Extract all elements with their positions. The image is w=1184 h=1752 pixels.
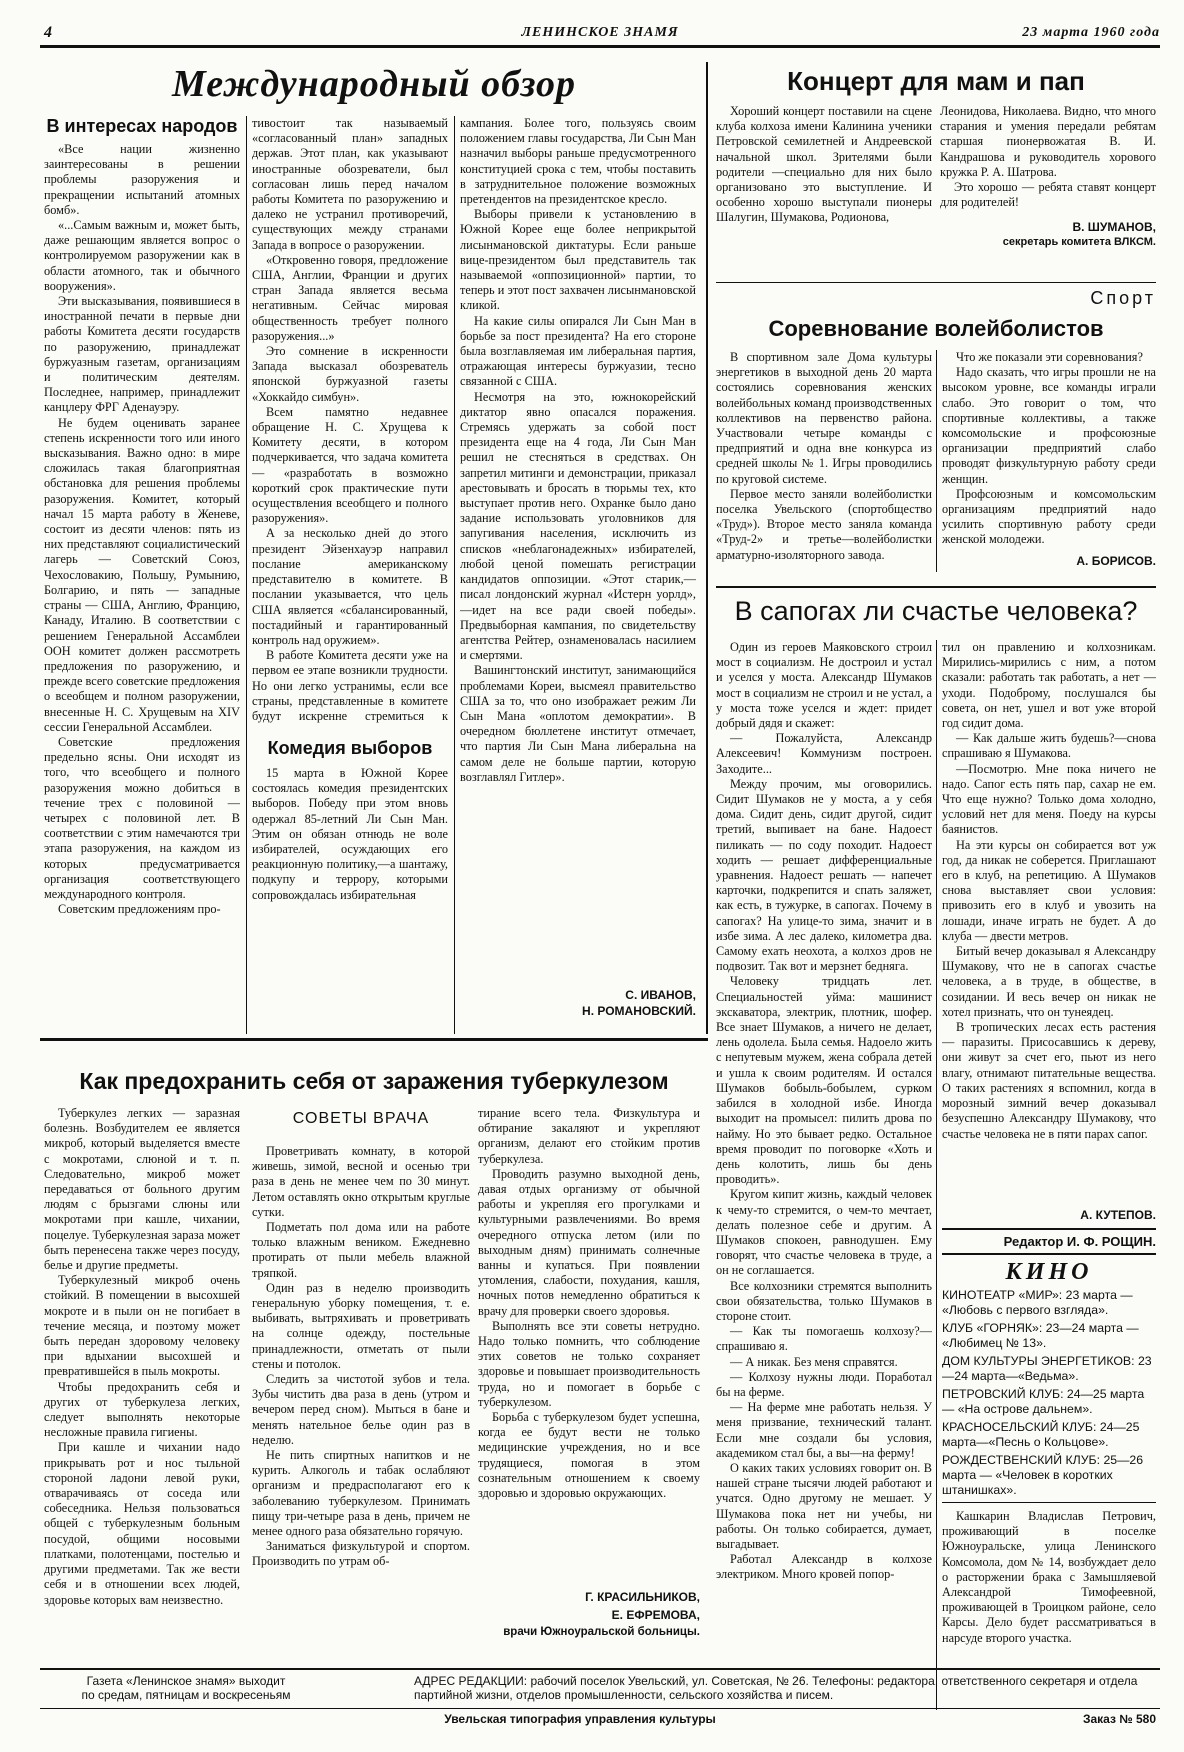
paragraph: Что же показали эти соревнования? <box>956 350 1143 364</box>
concert-col-2 <box>940 104 1156 248</box>
intl-review-title: Международный обзор <box>172 63 576 105</box>
paragraph: «Откровенно говоря, предложение США, Англии, Франции и других стран Запада является весьма негативным. Сейчас мировая общественность требует полного разоружения...» <box>252 252 448 343</box>
paragraph: Проводить разумно выходной день, давая отдых организму от обычной работы и укрепляя его прогулками и культурными развлечениями. Во время очередного отпуска летом (или по выходным дням) принимать солнечные ванны и купаться. При появлении утомления, слабости, похудания, кашля, ночных потов немедленно обратиться к врачу для проверки своего здоровья. <box>478 1166 700 1318</box>
section-rule <box>942 1228 1156 1230</box>
paragraph: Все колхозники стремятся выполнить свои обязательства, только Шумаков в стороне стоит. <box>716 1278 932 1323</box>
concert-title: Концерт для мам и пап <box>787 66 1085 96</box>
paragraph: Человеку тридцать лет. Специальностей уйма: машинист экскаватора, электрик, плотник, шофер. Все знает Шумаков, а ничего не делает, лень одолела. Была семья. Надоело жить с непутевым мужем, жена собрала детей и ушла к своим родителям. И остался Шумаков бобыль-бобылем, сурком забился в холодной избе. Иногда выходит на промысел: пилить дрова по найму. Но это бывает редко. Остальное время проводит по поговорке «Хоть и день колотить, лишь бы день проводить». <box>716 974 932 1187</box>
paragraph: Проветривать комнату, в которой живешь, зимой, весной и осенью три раза в день не менее чем по 30 минут. Летом оставлять окно открытым круглые сутки. <box>252 1144 470 1219</box>
paragraph: Хороший концерт поставили на сцене клуба колхоза имени Калинина ученики Петровской семилетней и Андреевской начальной школ. Зрителями были родители —специально для них было организовано это выступление. И особенно хорошо выступали пионеры Шалугин, Шумакова, Родионова, <box>716 104 932 225</box>
intl-col-1 <box>44 116 240 1042</box>
section-title-interests: В интересах народов <box>46 116 238 136</box>
signature-efremova: Е. ЕФРЕМОВА, <box>611 1608 700 1622</box>
footer-left-line2: по средам, пятницам и воскресеньям <box>81 1688 291 1702</box>
intl-col-2-text <box>252 116 448 726</box>
paragraph: Не пить спиртных напитков и не курить. Алкоголь и табак ослабляют организм и предрасполагают его к заболеванию туберкулезом. Принимать пищу три-четыре раза в день, причем не менее одного раза обязательно горячую. <box>252 1448 470 1539</box>
concert-col-1 <box>716 104 932 284</box>
signature-role: врачи Южноуральской больницы. <box>503 1626 700 1638</box>
signature-kutepov: А. КУТЕПОВ. <box>1080 1208 1156 1222</box>
kino-list <box>942 1288 1156 1498</box>
signature-krasilnikov: Г. КРАСИЛЬНИКОВ, <box>585 1590 700 1604</box>
paragraph: Работал Александр в колхозе электриком. Много кровей попор- <box>716 1552 932 1582</box>
paragraph: Не будем оценивать заранее степень искренности того или иного высказывания. Важно одно: в мире сложилась такая благоприятная обстановка для решения проблемы разоружения. Комитет, который начал 15 марта работу в Женеве, состоит из десяти членов: пять из них представляют социалистический лагерь — Советский Союз, Чехословакию, Польшу, Румынию, Болгарию, и пять — западные страны — США, Англию, Францию, Канаду, Италию. В соответствии с решением Генеральной Ассамблеи ООН комитет должен рассмотреть предложения по разоружению, и прежде всего советские предложения о всеобщем и полном разоружении, внесенные Н. С. Хрущевым на XIV сессии Генеральной Ассамблеи. <box>44 415 240 734</box>
paragraph: Это сомнение в искренности Запада высказал обозреватель японской буржуазной газеты «Хоккайдо симбун». <box>252 344 448 404</box>
paragraph: Эти высказывания, появившиеся в иностранной печати в первые дни работы Комитета десяти государств по разоружению, принадлежат буржуазным газетам, организациям и политическим деятелям. Последнее, например, принадлежит канцлеру ФРГ Аденауэру. <box>44 294 240 415</box>
sport-rubric: Спорт <box>1090 288 1156 308</box>
printer: Увельская типография управления культуры <box>444 1712 716 1726</box>
paragraph: О каких таких условиях говорит он. В нашей стране тысячи людей работают и учатся. Одно другому не мешает. У Шумакова пока нет ни учебы, ни работы. Он только собирается, думает, выгадывает. <box>716 1460 932 1551</box>
footer-rule <box>40 1668 1160 1670</box>
section-rule <box>716 586 1156 588</box>
signature-shumanov: В. ШУМАНОВ, <box>1072 220 1156 234</box>
paragraph: Кругом кипит жизнь, каждый человек к чему-то стремится, о чем-то мечтает, делать полезное себе и другим. А Шумаков спокоен, равнодушен. Ему говорят, что счастье человека в труде, а он не соглашается. <box>716 1187 932 1278</box>
paragraph: кампания. Более того, пользуясь своим положением главы государства, Ли Сын Ман назначил выборы раньше предусмотренного конституцией срока с тем, чтобы поставить в затруднительное положение возможных претендентов на президентское кресло. <box>460 116 696 207</box>
paragraph: Следить за чистотой зубов и тела. Зубы чистить два раза в день (утром и вечером перед сном). Мыться в бане и менять нательное белье один раз в неделю. <box>252 1372 470 1447</box>
paragraph: Подметать пол дома или на работе только влажным веником. Ежедневно протирать от пыли мебель влажной тряпкой. <box>252 1220 470 1280</box>
footer-left-line1: Газета «Ленинское знамя» выходит <box>86 1674 286 1688</box>
paragraph: Надо сказать, что игры прошли не на высоком уровне, все команды играли слабо. Это говорит о том, что спортивные коллективы, а также комсомольские и профсоюзные организации предприятий слабо проводят физкультурную работу среди женщин. <box>942 365 1156 486</box>
paragraph: Борьба с туберкулезом будет успешна, когда ее будут вести не только медицинские учреждения, но и все трудящиеся, помогая в этом сознательным отношением к своему здоровью и здоровью окружающих. <box>478 1410 700 1501</box>
kino-item: КЛУБ «ГОРНЯК»: 23—24 марта — «Любимец № 13». <box>942 1321 1139 1350</box>
col-divider <box>246 116 247 1034</box>
page-number: 4 <box>44 24 53 41</box>
paragraph: Между прочим, мы оговорились. Сидит Шумаков не у моста, а у себя дома. Сидит день, сидит другой, сидит третий, выпивает на бане. Надоест пиликать — по соду походит. Надоест ходить — решает дифференциальные уравнения. Надоест решать — напечет карточки, подкрепится и спать заляжет, как есть, в тужурке, в сапогах. Почему в сапогах? На улице-то зима, значит и в избе зима. А лес далеко, километра два. Самому ехать неохота, а колхоз дров не подвозит. Так вот и мерзнет бедняга. <box>716 776 932 974</box>
intl-col-2b-text <box>252 766 448 926</box>
paragraph: — А никак. Без меня справятся. <box>730 1354 898 1369</box>
order-number: Заказ № 580 <box>1082 1712 1156 1726</box>
paragraph: — Как ты помогаешь колхозу?—спрашиваю я. <box>716 1324 932 1354</box>
section-title-comedy: Комедия выборов <box>267 738 433 758</box>
signature-role: секретарь комитета ВЛКСМ. <box>1002 236 1156 248</box>
paragraph: Выборы привели к установлению в Южной Корее еще более неприкрытой лисынмановской диктатуры. Если раньше вице-президентом был представитель так называемой «оппозиционной» партии, то теперь и этот пост захвачен лисынмановской кликой. <box>460 207 696 313</box>
tb-col-3 <box>478 1106 700 1638</box>
paragraph: «Все нации жизненно заинтересованы в решении проблемы разоружения и прекращении испытаний атомных бомб». <box>44 142 240 217</box>
paragraph: При кашле и чихании надо прикрывать рот и нос тыльной стороной ладони левой руки, отварачиваясь от соседа или собеседника. Нельзя пользоваться общей с туберкулезным больным посудой, общими носовыми платками, полотенцами, постелью и другими предметами. Так же вести себя и в отношении всех людей, здоровье которых вам неизвестно. <box>44 1440 240 1607</box>
paragraph: Один из героев Маяковского строил мост в социализм. Не достроил и устал и уселся у моста. Александр Шумаков мост в социализм не строил и не устал, а у моста тоже уселся и ждет: придет добрый дядя и скажет: <box>716 640 932 731</box>
paragraph: Вашингтонский институт, занимающийся проблемами Кореи, высмеял правительство США за то, что оно изображает режим Ли Сын Мана «оплотом демократии». В очередном бюллетене институт отмечает, что партия Ли Сын Мана либеральна на самом деле не больше партии, которую возглавлял Гитлер». <box>460 663 696 784</box>
paragraph: Советские предложения предельно ясны. Они исходят из того, что всеобщего и полного разоружения можно добиться в течение трех с половиной — четырех с половиной лет. В соответствии с этим намечаются три этапа разоружения, на каждом из которых предусматривается организация соответствующего международного контроля. <box>44 734 240 901</box>
tb-col-2-text <box>252 1144 470 1664</box>
tb-col-2 <box>252 1110 470 1664</box>
paragraph: В работе Комитета десяти уже на первом ее этапе возникли трудности. Но они легко устранимы, если все страны, представленные в комитете будут искренне стремиться к <box>252 648 448 723</box>
paragraph: — Колхозу нужны люди. Поработал бы на ферме. <box>716 1369 932 1399</box>
paragraph: Туберкулез легких — заразная болезнь. Возбудителем ее является микроб, который выделяется вместе с мокротами, слюной и т. п. Следовательно, микроб может передаваться от больного другим людям с брызгами слюны или мокротами при кашле, чихании, поцелуе. Туберкулезная зараза может быть перенесена также через посуду, белье и другие предметы. <box>44 1106 240 1273</box>
footer-rule <box>40 1708 1160 1709</box>
paragraph: тирание всего тела. Физкультура и обтирание закаляют и укрепляют организм, делают его стойким против туберкулеза. <box>478 1106 700 1166</box>
signature-romanovsky: Н. РОМАНОВСКИЙ. <box>582 1004 696 1018</box>
paragraph: Выполнять все эти советы нетрудно. Надо только помнить, что соблюдение этих советов не только сохраняет здоровье и повышает производительность труда, но и помогает в борьбе с туберкулезом. <box>478 1318 700 1409</box>
paragraph: Туберкулезный микроб очень стойкий. В помещении в высохшей мокроте и в пыли он не погибает в течение месяца, и поэтому может быть передан здоровому человеку при вдыхании высохшей и превратившейся в пыль мокроты. <box>44 1273 240 1379</box>
kino-item: ПЕТРОВСКИЙ КЛУБ: 24—25 марта — «На острове дальнем». <box>942 1387 1145 1416</box>
tb-col-1 <box>44 1106 240 1666</box>
signature-borisov: А. БОРИСОВ. <box>1076 554 1156 568</box>
paragraph: тивостоит так называемый «согласованный план» западных держав. Этот план, как указывают иностранные обозреватели, был согласован лишь перед началом работы Комитета по разоружению и далеко не устранил противоречий, существующих между странами Запада в вопросе о разоружении. <box>252 116 448 252</box>
paragraph: Профсоюзным и комсомольским организациям предприятий надо усилить спортивную работу среди женской молодежи. <box>942 486 1156 547</box>
intl-col-1-text <box>44 142 240 1042</box>
paragraph: Первое место заняли волейболистки поселка Увельского (спортобщество «Труд»). Второе место заняла команда «Труд-2» и третье—волейболистки арматурно-изоляторного завода. <box>716 486 932 562</box>
paragraph: «...Самым важным и, может быть, даже решающим является вопрос о контролируемом разоружении как в области атомного, так и обычного вооружения». <box>44 218 240 293</box>
paragraph: На эти курсы он собирается вот уж год, да никак не соберется. Приглашают его в клуб, на репетицию. А Шумаков снова выставляет свои условия: привозить его в клуб и увозить на лошади, иначе играть не будет. А до клуба — двести метров. <box>942 837 1156 943</box>
paragraph: — На ферме мне работать нельзя. У меня призвание, технический талант. Если мне создали бы условия, академиком стал бы, а вы—на ферму! <box>716 1400 932 1460</box>
paragraph: Битый вечер доказывал я Александру Шумакову, что не в сапогах счастье человека, а в труде, в обществе, в созидании. И весь вечер он никак не хотел признать, что он тунеядец. <box>942 944 1156 1019</box>
paper-name: ЛЕНИНСКОЕ ЗНАМЯ <box>521 25 679 40</box>
paragraph: Заниматься физкультурой и спортом. Производить по утрам об- <box>252 1539 470 1569</box>
paragraph: тил он правлению и колхозникам. Мирились-мирились с ним, а потом сказали: работать так работать, а нет — уходи. Подоброму, послушался бы совета, он нет, ушел и вот уже второй год сидит дома. <box>942 640 1156 731</box>
main-divider <box>706 62 708 1034</box>
issue-date: 23 марта 1960 года <box>1022 25 1160 40</box>
sport-title: Соревнование волейболистов <box>768 316 1104 341</box>
tb-subtitle: СОВЕТЫ ВРАЧА <box>292 1110 430 1127</box>
paragraph: — Пожалуйста, Александр Алексеевич! Коммунизм построен. Заходите... <box>716 731 932 776</box>
sport-col-1 <box>716 350 932 570</box>
paragraph: Чтобы предохранить себя и других от туберкулеза легких, следует выполнять некоторые несложные правила гигиены. <box>44 1379 240 1440</box>
kino-item: КИНОТЕАТР «МИР»: 23 марта — «Любовь с первого взгляда». <box>942 1288 1133 1317</box>
paragraph: —Посмотрю. Мне пока ничего не надо. Сапог есть пять пар, сахар не ем. Что еще нужно? Только дома холодно, условий нет для меня. Поеду на курсы баянистов. <box>942 761 1156 837</box>
section-rule <box>942 1502 1156 1503</box>
kino-item: КРАСНОСЕЛЬСКИЙ КЛУБ: 24—25 марта—«Песнь о Кольцове». <box>942 1420 1140 1449</box>
paragraph: Кашкарин Владислав Петрович, проживающий в поселке Южноуральске, улица Ленинского Комсомола, дом № 14, возбуждает дело о расторжении брака с Замышляевой Александрой Тимофеевной, проживающей в Троицком районе, село Карсы. Дело будет рассматриваться в нарсуде второго участка. <box>942 1509 1156 1645</box>
paragraph: 15 марта в Южной Корее состоялась комедия президентских выборов. Победу при этом вновь одержал 85-летний Ли Сын Ман. Этим он обязан отнюдь не воле избирателей, осуждающих его реакционную политику,—а шантажу, подкупу и террору, которыми сопровождалась избирательная <box>252 766 448 902</box>
kino-title: КИНО <box>1005 1259 1093 1285</box>
kino-item: ДОМ КУЛЬТУРЫ ЭНЕРГЕТИКОВ: 23—24 марта—«Ведьма». <box>942 1354 1152 1383</box>
header-rule <box>40 45 1160 48</box>
kino-item: РОЖДЕСТВЕНСКИЙ КЛУБ: 25—26 марта — «Человек в коротких штанишках». <box>942 1453 1144 1497</box>
paragraph: Один раз в неделю производить генеральную уборку помещения, т. е. выбивать, вытряхивать и проветривать на солнце одежду, постельные принадлежности, отметать от пыли стены и потолок. <box>252 1280 470 1371</box>
intl-col-2 <box>252 116 448 926</box>
intl-col-3 <box>460 116 696 1018</box>
happiness-col-2 <box>942 640 1156 1659</box>
happiness-col-1 <box>716 640 932 1710</box>
intl-col-3-text <box>460 116 696 986</box>
paragraph: В спортивном зале Дома культуры энергетиков в выходной день 20 марта состоялись соревнования женских волейбольных команд производственных коллективов на первенство района. Участвовали четыре команды с предприятий и одна вне конкурса из средней школы № 1. Игры проводились по круговой системе. <box>716 350 932 486</box>
paragraph: На какие силы опирался Ли Сын Ман в борьбе за пост президента? На его стороне была возглавляемая им либеральная партия, отражающая интересы буржуазии, тесно связанной с США. <box>460 313 696 389</box>
col-divider <box>454 116 455 1034</box>
court-notice <box>942 1509 1156 1659</box>
paragraph: Всем памятно недавнее обращение Н. С. Хрущева к Комитету десяти, в котором подчеркивается, что задача комитета — «разработать в возможно короткий срок практические пути осуществления всеобщего и полного разоружения». <box>252 404 448 526</box>
col-divider <box>936 350 937 572</box>
paragraph: В тропических лесах есть растения — паразиты. Присосавшись к дереву, они живут за счет его, пьют из него влагу, отнимают питательные вещества. О таких растениях я вспомнил, когда в морозный зимний вечер доказывал безуспешно Александру Шумакову, что счастье человека не в пяти парах сапог. <box>942 1020 1156 1141</box>
paragraph: Советским предложениям про- <box>58 902 221 917</box>
sport-col-2 <box>942 350 1156 568</box>
paragraph: А за несколько дней до этого президент Эйзенхауэр направил послание американскому представителю в комитете. В послании указывается, что цель США является «сбалансированный, постадийный и гарантированный контроль над оружием». <box>252 526 448 647</box>
editor-line: Редактор И. Ф. РОЩИН. <box>1003 1234 1156 1249</box>
section-rule <box>716 282 1156 283</box>
paragraph: — Как дальше жить будешь?—снова спрашиваю я Шумакова. <box>942 731 1156 761</box>
happiness-title: В сапогах ли счастье человека? <box>734 596 1138 626</box>
paragraph: Несмотря на это, южнокорейский диктатор явно опасался поражения. Стремясь удержать за собой пост президента еще на 4 года, Ли Сын Ман решил не стесняться в средствах. Он запретил митинги и демонстрации, приказал арестовывать и бросать в тюрьмы тех, кто выступает против него. Охранке было дано задание использовать уголовников для запугивания населения, исключить из списков «неблагонадежных» избирателей, любой ценой помешать регистрации кандидатов оппозиции. «Этот старик,—писал лондонский журнал «Истерн уорлд»,—идет на все ради своей победы». Предвыборная кампания, по свидетельству агентства Рейтер, ознаменовалась насилием и смертями. <box>460 389 696 663</box>
paragraph: Леонидова, Николаева. Видно, что много старания и умения передали ребятам старшая пионервожатая В. И. Кандрашова и руководитель хорового кружка Р. А. Шатрова. <box>940 104 1156 179</box>
section-rule <box>942 1253 1156 1255</box>
footer-address: АДРЕС РЕДАКЦИИ: рабочий поселок Увельский, ул. Советская, № 26. Телефоны: редактора, ответственного секретаря и отдела партийной жизни, отделов промышленности, сельского хозяйства и писем. <box>414 1674 1138 1702</box>
section-rule <box>40 1038 708 1041</box>
paragraph: Это хорошо — ребята ставят концерт для родителей! <box>940 180 1156 210</box>
tb-title: Как предохранить себя от заражения туберкулезом <box>79 1068 669 1094</box>
signature-ivanov: С. ИВАНОВ, <box>625 988 696 1002</box>
col-divider <box>936 640 937 1710</box>
footer-left <box>46 1674 326 1702</box>
